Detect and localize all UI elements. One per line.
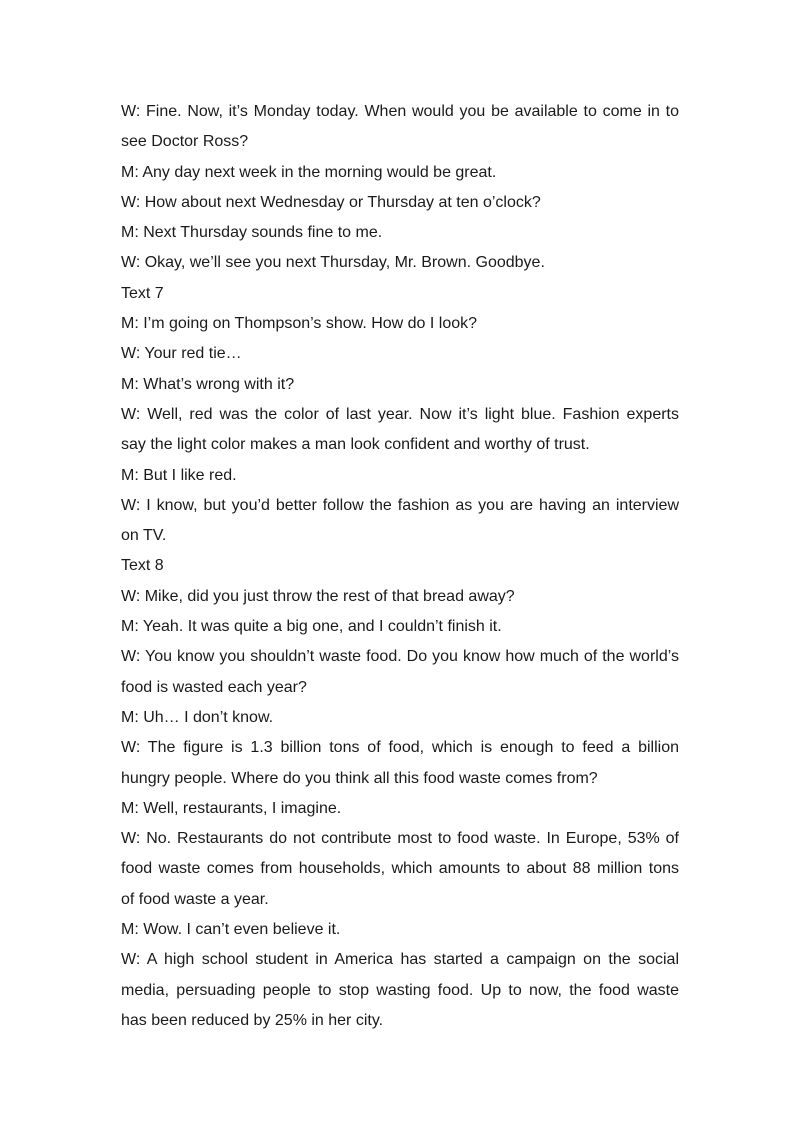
transcript-line: M: I’m going on Thompson’s show. How do I look?	[121, 315, 478, 333]
transcript-line: W: How about next Wednesday or Thursday at ten o’clock?	[121, 193, 541, 211]
transcript-line: media, persuading people to stop wasting food. Up to now, the food waste	[121, 981, 679, 999]
transcript-line: M: What’s wrong with it?	[121, 375, 295, 393]
transcript-line: on TV.	[121, 527, 167, 545]
transcript-line: W: Your red tie…	[121, 345, 242, 363]
section-heading: Text 8	[121, 557, 164, 575]
transcript-line: say the light color makes a man look confident and worthy of trust.	[121, 436, 590, 454]
transcript-line: W: Okay, we’ll see you next Thursday, Mr. Brown. Goodbye.	[121, 254, 545, 272]
transcript-line: M: But I like red.	[121, 466, 237, 484]
transcript-line: W: You know you shouldn’t waste food. Do you know how much of the world’s	[121, 648, 679, 666]
transcript-line: W: The figure is 1.3 billion tons of food, which is enough to feed a billion	[121, 739, 679, 757]
transcript-line: see Doctor Ross?	[121, 133, 249, 151]
transcript-line: W: Fine. Now, it’s Monday today. When would you be available to come in to	[121, 103, 679, 120]
transcript-line: hungry people. Where do you think all this food waste comes from?	[121, 769, 598, 787]
transcript-line: W: Mike, did you just throw the rest of that bread away?	[121, 587, 515, 605]
transcript-line: of food waste a year.	[121, 890, 269, 908]
transcript-line: W: No. Restaurants do not contribute most to food waste. In Europe, 53% of	[121, 830, 679, 848]
transcript-line: M: Uh… I don’t know.	[121, 708, 274, 726]
transcript-line: M: Any day next week in the morning would be great.	[121, 163, 497, 181]
transcript-line: M: Yeah. It was quite a big one, and I couldn’t finish it.	[121, 618, 502, 636]
section-heading: Text 7	[121, 284, 164, 302]
transcript-line: W: I know, but you’d better follow the fashion as you are having an interview	[121, 496, 679, 514]
transcript-line: W: A high school student in America has started a campaign on the social	[121, 951, 679, 969]
transcript-line: M: Next Thursday sounds fine to me.	[121, 224, 383, 242]
transcript-line: M: Wow. I can’t even believe it.	[121, 921, 341, 939]
transcript-line: food is wasted each year?	[121, 678, 307, 696]
transcript-body	[121, 97, 679, 1036]
transcript-line: W: Well, red was the color of last year. Now it’s light blue. Fashion experts	[121, 405, 679, 423]
transcript-line: food waste comes from households, which amounts to about 88 million tons	[121, 860, 679, 878]
transcript-line: has been reduced by 25% in her city.	[121, 1011, 384, 1029]
transcript-line: M: Well, restaurants, I imagine.	[121, 799, 342, 817]
